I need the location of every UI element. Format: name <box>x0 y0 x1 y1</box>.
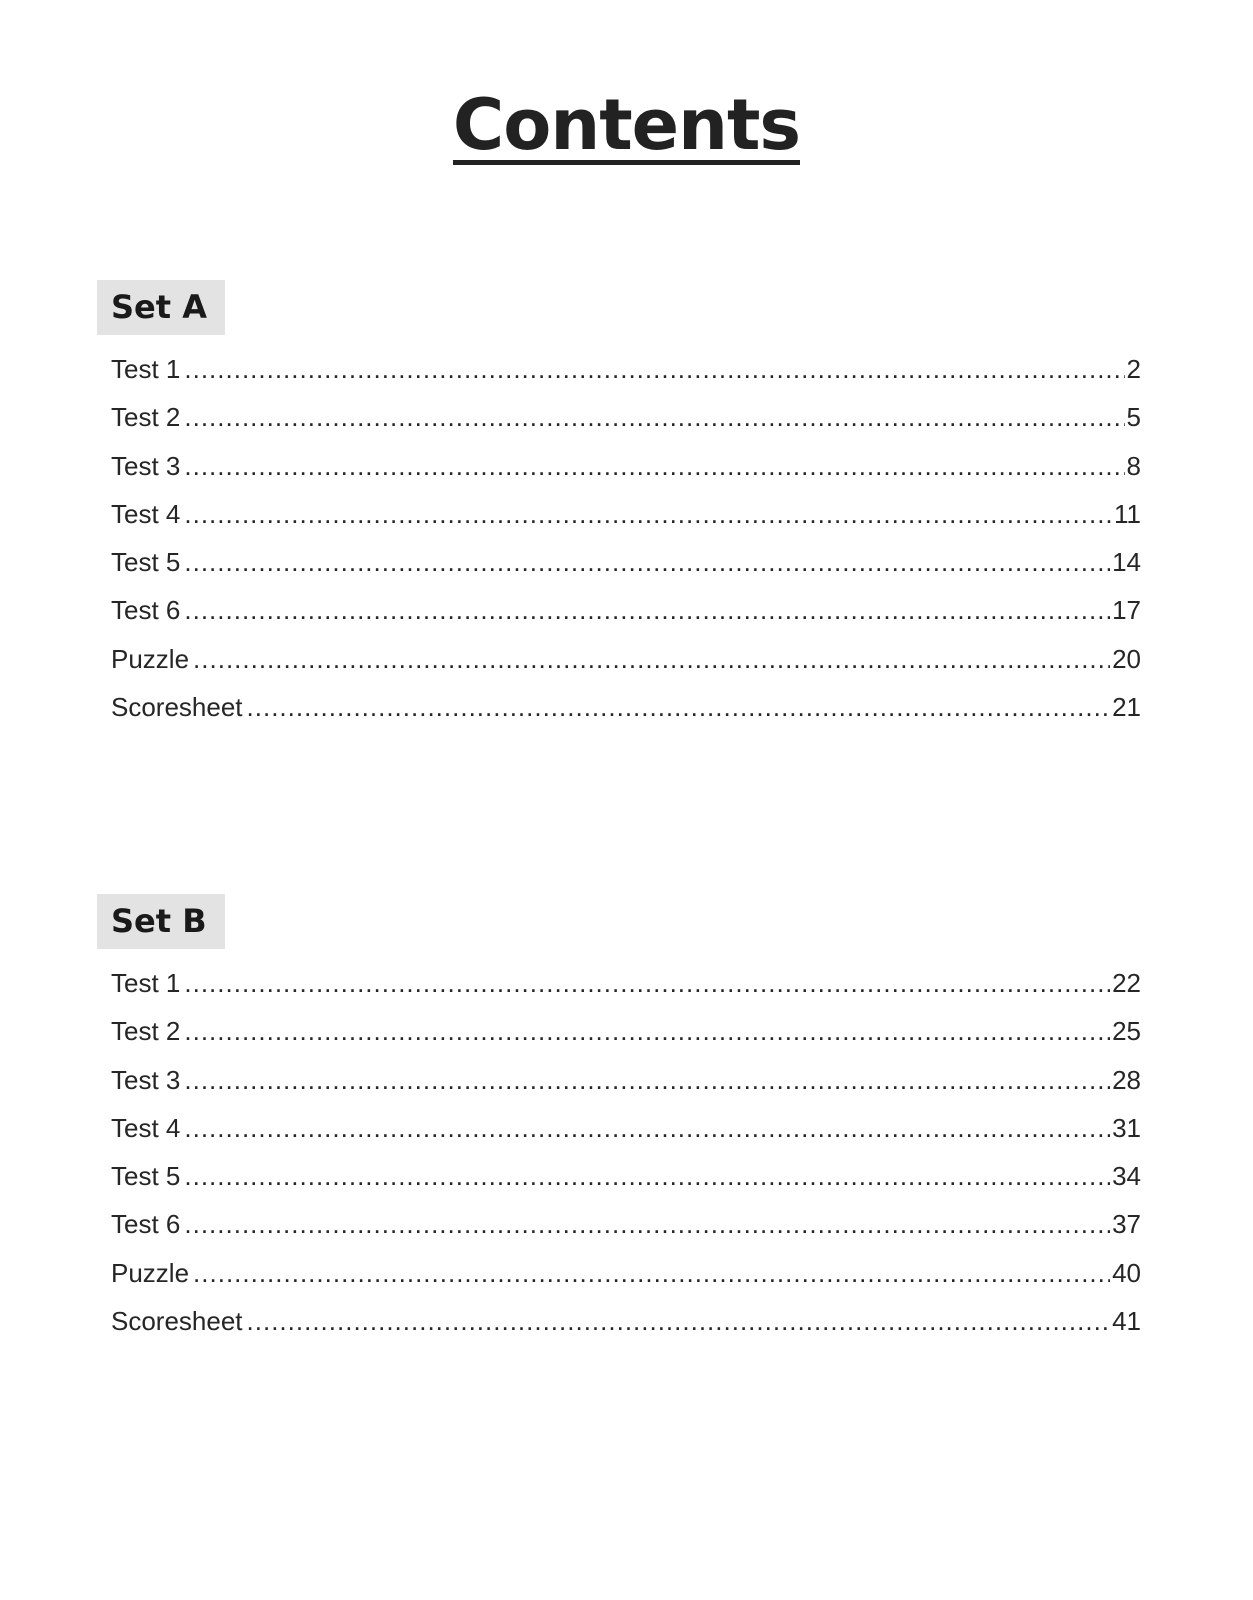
toc-entry-label: Test 2 <box>111 402 181 433</box>
toc-entry-label: Test 6 <box>111 1209 181 1240</box>
toc-entry[interactable] <box>111 683 1141 731</box>
dot-leader <box>193 635 1110 683</box>
toc-entry-page: 2 <box>1126 354 1141 384</box>
page-title <box>0 82 1253 168</box>
toc-list <box>111 345 1141 731</box>
section-heading: Set A <box>97 280 225 335</box>
toc-entry-label: Test 5 <box>111 547 181 578</box>
toc-entry-page: 5 <box>1126 402 1141 433</box>
toc-entry-label: Scoresheet <box>111 692 243 723</box>
toc-entry[interactable] <box>111 1200 1141 1248</box>
toc-entry-label: Puzzle <box>111 1257 190 1288</box>
dot-leader <box>184 490 1112 538</box>
toc-entry-label: Test 4 <box>111 1112 181 1143</box>
toc-entry[interactable] <box>111 345 1141 393</box>
toc-entry-page: 37 <box>1112 1209 1141 1240</box>
toc-entry[interactable] <box>111 393 1141 441</box>
dot-leader <box>184 393 1124 441</box>
dot-leader <box>184 1104 1110 1152</box>
page-title-text: Contents <box>452 84 801 166</box>
toc-entry[interactable] <box>111 1056 1141 1104</box>
toc-entry-label: Puzzle <box>111 643 190 674</box>
toc-entry-page: 21 <box>1112 692 1141 723</box>
toc-entry[interactable] <box>111 490 1141 538</box>
dot-leader <box>247 683 1111 731</box>
toc-entry-page: 34 <box>1112 1161 1141 1192</box>
toc-entry-page: 20 <box>1112 643 1141 674</box>
dot-leader <box>184 538 1110 586</box>
dot-leader <box>184 1152 1110 1200</box>
dot-leader <box>193 1249 1110 1297</box>
toc-entry-label: Test 3 <box>111 450 181 481</box>
dot-leader <box>184 1056 1110 1104</box>
toc-entry-label: Scoresheet <box>111 1306 243 1337</box>
dot-leader <box>247 1297 1111 1345</box>
toc-entry[interactable] <box>111 442 1141 490</box>
section-set-a <box>97 280 1141 731</box>
toc-entry-page: 11 <box>1114 498 1141 529</box>
toc-entry-page: 14 <box>1112 547 1141 578</box>
section-heading: Set B <box>97 894 225 949</box>
toc-entry-page: 22 <box>1112 968 1141 998</box>
toc-entry-page: 31 <box>1112 1112 1141 1143</box>
toc-entry-page: 41 <box>1112 1306 1141 1337</box>
toc-entry[interactable] <box>111 1297 1141 1345</box>
toc-entry-label: Test 3 <box>111 1064 181 1095</box>
toc-entry[interactable] <box>111 538 1141 586</box>
toc-entry-page: 8 <box>1126 450 1141 481</box>
toc-entry-page: 28 <box>1112 1064 1141 1095</box>
toc-entry[interactable] <box>111 1104 1141 1152</box>
toc-entry-label: Test 6 <box>111 595 181 626</box>
toc-entry-page: 25 <box>1112 1016 1141 1047</box>
dot-leader <box>184 959 1110 1007</box>
toc-entry-label: Test 1 <box>111 968 181 998</box>
toc-entry-page: 40 <box>1112 1257 1141 1288</box>
toc-list <box>111 959 1141 1345</box>
toc-entry-page: 17 <box>1112 595 1141 626</box>
toc-entry[interactable] <box>111 959 1141 1007</box>
dot-leader <box>184 442 1124 490</box>
toc-entry-label: Test 2 <box>111 1016 181 1047</box>
toc-entry[interactable] <box>111 635 1141 683</box>
dot-leader <box>184 1007 1110 1055</box>
dot-leader <box>184 586 1110 634</box>
toc-entry[interactable] <box>111 1249 1141 1297</box>
toc-entry[interactable] <box>111 1152 1141 1200</box>
toc-entry[interactable] <box>111 586 1141 634</box>
dot-leader <box>184 345 1124 393</box>
toc-entry[interactable] <box>111 1007 1141 1055</box>
toc-entry-label: Test 4 <box>111 498 181 529</box>
dot-leader <box>184 1200 1110 1248</box>
toc-entry-label: Test 1 <box>111 354 181 384</box>
section-set-b <box>97 894 1141 1345</box>
toc-entry-label: Test 5 <box>111 1161 181 1192</box>
